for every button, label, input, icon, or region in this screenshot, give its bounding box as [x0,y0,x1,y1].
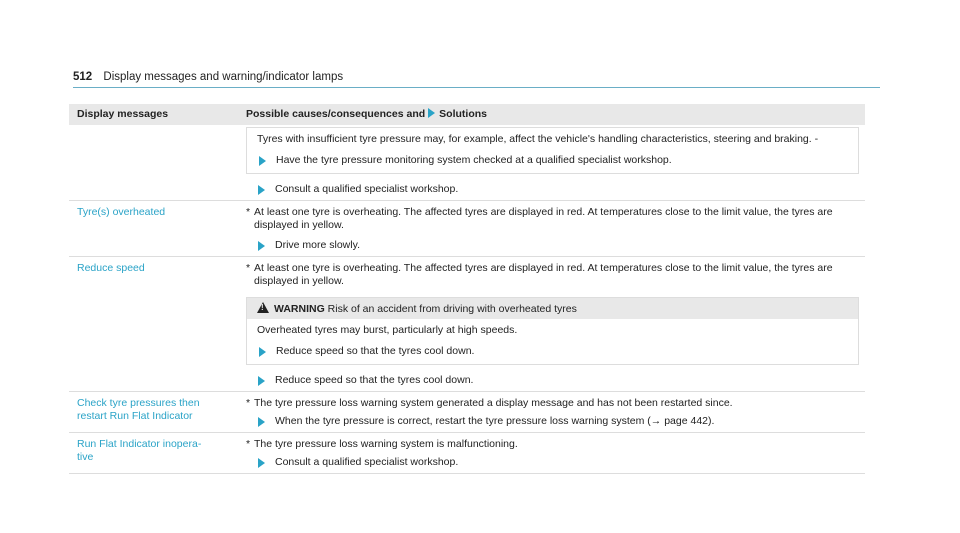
cause-cell [238,257,865,392]
warning-box-head [247,298,858,319]
solution-arrow-icon [259,156,266,166]
message-run-flat-indicator-inoperative: Run Flat Indicator inopera- tive [69,433,238,474]
solution-step: Drive more slowly. [246,239,859,252]
solution-step: Consult a qualified specialist workshop. [246,183,859,196]
warning-triangle-icon [257,302,269,313]
star-marker: * [246,438,251,450]
message-reduce-speed: Reduce speed [69,257,238,392]
table-row [69,257,865,392]
info-box-text: Tyres with insufficient tyre pressure may, for example, affect the vehicle's handling characteristics, steering and braking. - [257,133,819,145]
warning-label: WARNING [274,303,325,315]
col-header-causes: Possible causes/consequences and [246,108,426,120]
cause-cell [238,392,865,433]
table-row [69,392,865,433]
solution-arrow-icon [258,417,265,427]
display-messages-table [69,104,865,474]
page-header [73,70,880,84]
cause-cell [238,433,865,474]
cause-text: * The tyre pressure loss warning system is malfunctioning. [246,438,518,450]
col-header-display-messages: Display messages [69,104,238,125]
star-marker: * [246,397,251,409]
cause-cell [238,125,865,201]
col-header-causes-solutions [238,104,865,125]
message-cell-empty [69,125,238,201]
solution-step: Reduce speed so that the tyres cool down. [246,374,859,387]
solution-arrow-icon [258,241,265,251]
cause-cell [238,201,865,257]
solution-arrow-icon [258,458,265,468]
warning-box-body [247,319,858,364]
solution-arrow-icon [258,185,265,195]
warning-box [246,297,859,365]
table-row [69,125,865,201]
cause-text: * The tyre pressure loss warning system generated a display message and has not been restarted since. [246,397,733,409]
header-rule [73,87,880,88]
solution-step: When the tyre pressure is correct, restart the tyre pressure loss warning system (→ page 442). [246,415,859,428]
page-number: 512 [73,71,93,83]
message-check-tyre-pressures: Check tyre pressures then restart Run Flat Indicator [69,392,238,433]
solution-step: Reduce speed so that the tyres cool down. [257,345,848,358]
table-header-row [69,104,865,125]
info-box-body [247,128,858,173]
cause-text: * At least one tyre is overheating. The affected tyres are displayed in red. At temperatures close to the limit value, the tyres are displayed in yellow. [246,206,833,231]
solution-arrow-icon [258,376,265,386]
info-box [246,127,859,174]
warning-text: Overheated tyres may burst, particularly at high speeds. [257,324,518,336]
table-row [69,201,865,257]
solution-step: Consult a qualified specialist workshop. [246,456,859,469]
table-row [69,433,865,474]
star-marker: * [246,206,251,218]
cause-text: * At least one tyre is overheating. The affected tyres are displayed in red. At temperatures close to the limit value, the tyres are displayed in yellow. [246,262,833,287]
page-title: Display messages and warning/indicator lamps [103,71,344,83]
star-marker: * [246,262,251,274]
message-tyres-overheated: Tyre(s) overheated [69,201,238,257]
col-header-solutions: Solutions [439,108,488,120]
solution-arrow-icon [259,347,266,357]
solution-step: Have the tyre pressure monitoring system checked at a qualified specialist workshop. [257,154,848,167]
warning-title: Risk of an accident from driving with overheated tyres [327,303,577,315]
solution-arrow-icon [428,108,435,118]
